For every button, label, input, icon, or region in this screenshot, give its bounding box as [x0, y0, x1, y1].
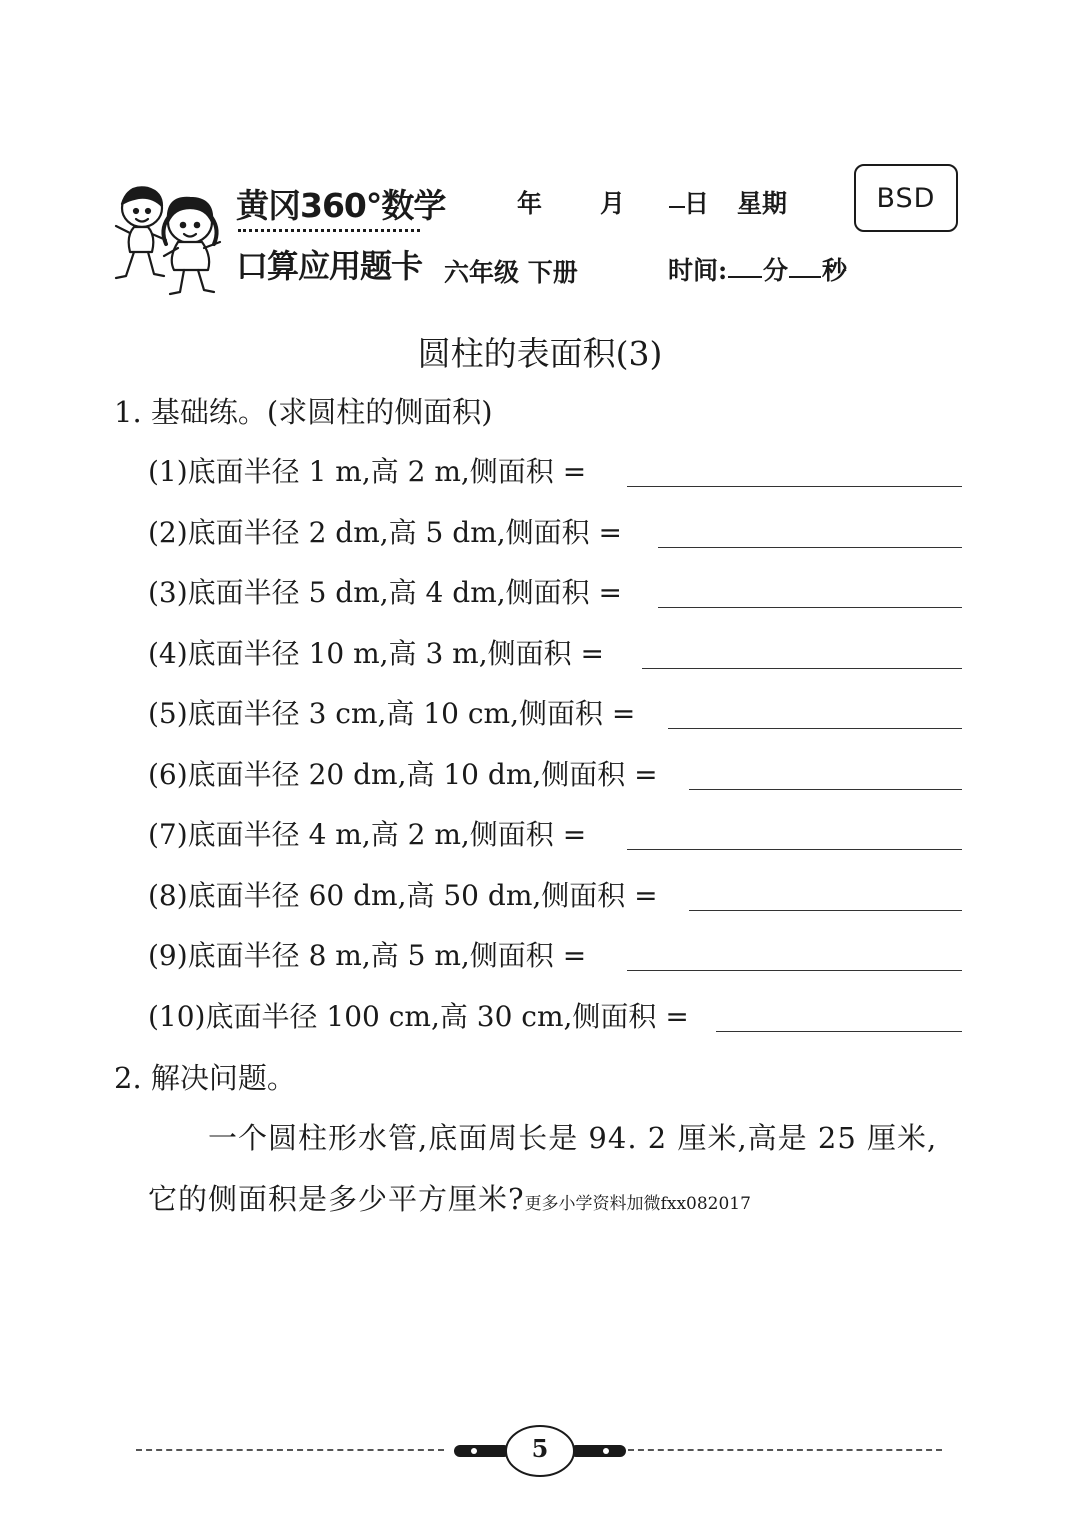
question-4: (4)底面半径 10 m,高 3 m,侧面积 =: [148, 637, 604, 670]
answer-line-7[interactable]: [627, 849, 962, 850]
weekday-label: 星期: [737, 189, 788, 218]
grade-label: 六年级 下册: [444, 258, 578, 287]
question-2: (2)底面半径 2 dm,高 5 dm,侧面积 =: [148, 516, 623, 549]
question-5: (5)底面半径 3 cm,高 10 cm,侧面积 =: [148, 697, 636, 730]
question-7: (7)底面半径 4 m,高 2 m,侧面积 =: [148, 818, 587, 851]
worksheet-title: 圆柱的表面积(3): [417, 334, 663, 373]
seconds-label: 秒: [822, 256, 848, 285]
answer-line-6[interactable]: [689, 789, 962, 790]
month-label: 月: [600, 189, 626, 218]
seconds-blank[interactable]: [789, 276, 821, 278]
year-label: 年: [517, 189, 543, 218]
problem-text-line2: [148, 1177, 751, 1218]
question-8: (8)底面半径 60 dm,高 50 dm,侧面积 =: [148, 879, 658, 912]
day-blank[interactable]: [669, 206, 685, 208]
section2-heading: 2. 解决问题。: [114, 1061, 296, 1095]
answer-line-1[interactable]: [627, 486, 962, 487]
question-1: (1)底面半径 1 m,高 2 m,侧面积 =: [148, 455, 587, 488]
answer-line-4[interactable]: [642, 668, 962, 669]
edition-badge: BSD: [854, 164, 958, 232]
brand-title: 黄冈360°数学: [236, 186, 446, 225]
time-label: 时间:: [668, 256, 728, 285]
answer-line-10[interactable]: [716, 1031, 962, 1032]
day-label: 日: [684, 189, 710, 218]
question-6: (6)底面半径 20 dm,高 10 dm,侧面积 =: [148, 758, 658, 791]
section1-heading: 1. 基础练。(求圆柱的侧面积): [114, 395, 493, 429]
minutes-blank[interactable]: [728, 276, 762, 278]
footer-rule-left: [136, 1449, 444, 1451]
question-9: (9)底面半径 8 m,高 5 m,侧面积 =: [148, 939, 587, 972]
minutes-label: 分: [763, 256, 789, 285]
brand-subtitle: 口算应用题卡: [236, 247, 423, 285]
answer-line-9[interactable]: [627, 970, 962, 971]
brand-divider: [238, 229, 420, 232]
problem-note: 更多小学资料加微fxx082017: [524, 1194, 751, 1214]
cartoon-kids-logo: [108, 178, 236, 300]
problem-text-line1: 一个圆柱形水管,底面周长是 94. 2 厘米,高是 25 厘米,: [208, 1121, 938, 1155]
answer-line-8[interactable]: [689, 910, 962, 911]
question-10: (10)底面半径 100 cm,高 30 cm,侧面积 =: [148, 1000, 689, 1033]
problem-question: 它的侧面积是多少平方厘米?: [148, 1182, 525, 1216]
page-number: 5: [531, 1434, 549, 1463]
answer-line-2[interactable]: [658, 547, 962, 548]
answer-line-3[interactable]: [658, 607, 962, 608]
footer-rule-right: [628, 1449, 942, 1451]
answer-line-5[interactable]: [668, 728, 962, 729]
question-3: (3)底面半径 5 dm,高 4 dm,侧面积 =: [148, 576, 623, 609]
